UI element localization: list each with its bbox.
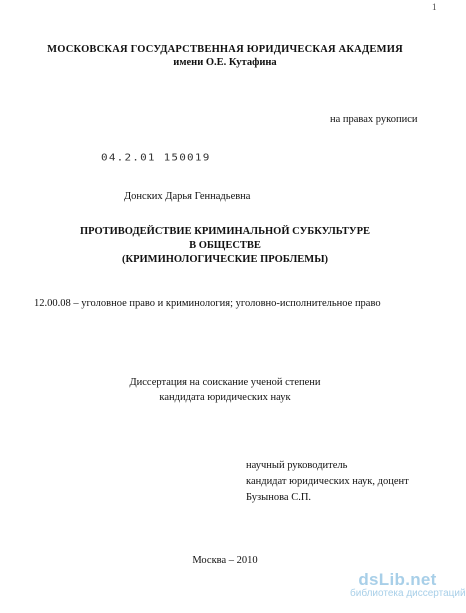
author-name: Донских Дарья Геннадьевна <box>124 191 251 202</box>
specialty-code: 12.00.08 – уголовное право и криминология; уголовно-исполнительное право <box>34 298 381 309</box>
corner-mark: 1 <box>432 2 437 12</box>
dslib-watermark[interactable] <box>350 570 466 599</box>
title-line-3: (КРИМИНОЛОГИЧЕСКИЕ ПРОБЛЕМЫ) <box>121 254 329 265</box>
city-year: Москва – 2010 <box>192 555 258 566</box>
archive-stamp: 04.2.01 150019 <box>101 151 211 164</box>
watermark-tagline: библиотека диссертаций <box>350 588 466 599</box>
dissertation-line-2: кандидата юридических наук <box>159 392 291 403</box>
supervisor-role: научный руководитель <box>246 460 348 471</box>
rights-note: на правах рукописи <box>330 114 418 125</box>
academy-subtitle: имени О.Е. Кутафина <box>173 57 277 68</box>
watermark-logo: dsLib.net <box>358 570 437 589</box>
supervisor-name: Бузынова С.П. <box>246 492 312 503</box>
academy-name: МОСКОВСКАЯ ГОСУДАРСТВЕННАЯ ЮРИДИЧЕСКАЯ АКАДЕМИЯ <box>47 44 403 55</box>
dissertation-line-1: Диссертация на соискание ученой степени <box>129 377 321 388</box>
title-line-1: ПРОТИВОДЕЙСТВИЕ КРИМИНАЛЬНОЙ СУБКУЛЬТУРЕ <box>79 226 371 237</box>
supervisor-degree: кандидат юридических наук, доцент <box>246 476 409 487</box>
title-line-2: В ОБЩЕСТВЕ <box>189 240 261 251</box>
